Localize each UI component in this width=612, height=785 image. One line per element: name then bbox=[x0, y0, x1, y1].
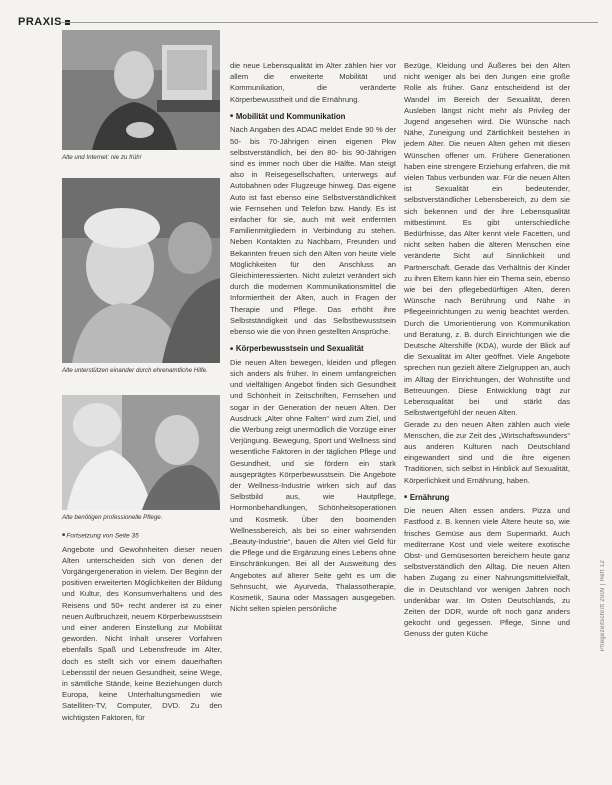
photo-caption-2: Alte unterstützen einander durch ehrenamtliche Hilfe. bbox=[62, 367, 208, 374]
column-3-para-1: Bezüge, Kleidung und Äußeres bei den Alten nicht weniger als bei den Jungen eine große Rolle als früher. Ganz entscheidend ist der Wandel im Bereich der Sexualität, deren Ausleben längst nicht mehr als Privileg der Jugend angesehen wird. Die Wünsche nach Nähe, Zuneigung und Zärtlichkeit bestehen in jedem Alter. Die neuen Alten gehen mit diesen Wünschen offener um. Frühere Generationen haben eine strengere Erziehung erfahren, die mit vielen Tabus verbunden war. Für die neuen Alten ist Sexualität ein bedeutender, selbstverständlicher Lebensbereich, zu dem sie sich bekennen und der ihre Lebensqualität mitbestimmt. Es gibt unterschiedliche Bedürfnisse, das Alter kennt viele Facetten, und nicht selten haben die älteren Menschen eine veränderte Sicht auf Sinnlichkeit und Partnerschaft. Gerade das Verhältnis der Kinder zu ihren Eltern kann hier ein Thema sein, ebenso wie bei den pflegebedürftigen Alten, deren Wünsche nach Berührung und Nähe in Pflegeeinrichtungen zu wenig beachtet werden. Durch die Umorientierung von Kommunikation und Beratung, z. B. durch Einrichtungen wie die Deutsche Altershilfe (KDA), wurde der Blick auf die Sexualität im Alter geöffnet. Viele Angebote sprechen nun gezielt ältere Zielgruppen an, auch im Alltag der Einrichtungen, der Wohnstifte und Betreuungen. Diese Entwicklung trägt zur Lebensqualität bei und stärkt das Selbstwertgefühl der neuen Alten. bbox=[404, 61, 570, 418]
column-3-para-3: Die neuen Alten essen anders. Pizza und Fastfood z. B. kennen viele Ältere heute so, wie frisches Gemüse aus dem Supermarkt. Auch mediterrane Kost und viele weitere exotische Obst- und Gemüsesorten bereichern heute ganz selbstverständlich den Alltag. Die neuen Alten haben Zugang zu einer Nahrungsmittelvielfalt, die in Deutschland vor wenigen Jahren noch undenkbar war. Im Osten Deutschlands, zu Zeiten der DDR, wurde oft noch ganz anders gekocht und gegessen. Pflege, Sinne und Genuss der guten Küche bbox=[404, 506, 570, 639]
column-1 bbox=[62, 530, 222, 780]
column-2 bbox=[230, 60, 396, 780]
column-2-para-2: Die neuen Alten bewegen, kleiden und pflegen sich anders als früher. In einem umfangreichen und vielfältigen Angebot finden sich Gesundheit und Schönheit in Zeitschriften, Fernsehen und sogar in der Generation der neuen Alten. Der Ausdruck „Alter ohne Falten“ wird zum Ziel, und die Werbung zeigt unermüdlich die Vorzüge einer Verjüngung. Bewegung, Sport und Wellness sind wesentliche Faktoren in der täglichen Pflege und Gesundheit, und sie fördern ein stark ausgeprägtes Körperbewusstsein. Die Angebote der Wellness-Industrie wirken sich auf das Selbstbild aus, wie Hautpflege, Hormonbehandlungen, Schönheitsoperationen und Kosmetik. Über den boomenden Wellnessbereich, als bei so einer wahrsenden „Beauty-Industrie“, bauen die Alten viel Geld für die Pflege und die Ergänzung eines Lebens ohne Einschränkungen. Bei all der Ausweitung des Angebotes auf älterer Seite geht es um die Sehnsucht, wie Ayurveda, Thalassotherapie, Kosmetik, Sauna oder Massagen ausgegeben. Nicht selten spielen persönliche bbox=[230, 357, 396, 614]
photo-internet bbox=[62, 30, 220, 150]
column-3 bbox=[404, 60, 570, 780]
photo-volunteer bbox=[62, 178, 220, 363]
subheading-mobility: ■ Mobilität und Kommunikation bbox=[230, 111, 396, 123]
section-title: PRAXIS bbox=[18, 16, 62, 28]
sidebar-journal-info: Pflegezeitschrift 2009 | Heft 12 bbox=[600, 560, 606, 652]
photo-caption-3: Alte benötigen professionelle Pflege. bbox=[62, 514, 163, 521]
subheading-body: ■ Körperbewusstsein und Sexualität bbox=[230, 343, 396, 355]
column-3-para-2: Gerade zu den neuen Alten zählen auch viele Menschen, die zur Zeit des „Wirtschaftswunders“ aus anderen Kulturen nach Deutschland eingewandert sind und die ihre eigenen Traditionen, sich selbst in Hinblick auf Sexualität, Körperlichkeit und Ernährung, haben. bbox=[404, 419, 570, 485]
column-1-text: Angebote und Gewohnheiten dieser neuen Alten unterscheiden sich von denen der Vorgängergeneration in vielem. Der Beginn der positiven erweiterten Möglichkeiten der Bildung und Kultur, des Konsumverhaltens und des Reisens und 50+ recht anderer ist zu einer neuen Aufbruchzeit, neuem Körperbewusstsein und einer anderen Einstellung zur Mobilität geworden. Nicht Inhalt unserer Vorfahren ebenfalls Spaß und Lebensfreude im Alter, doch es stellt sich vor einem dauerhaften Lebensstil der neuen Gesundheit, seine Wege, in sämtliche Stände, keine Beziehungen durch Europa, keine Unterhaltungsmedien wie Satelliten-TV, Computer, DVD. Zu den wichtigsten Faktoren, für bbox=[62, 544, 222, 722]
photo-caption-1: Alte und Internet: nie zu früh! bbox=[62, 154, 142, 161]
continuation-note: ■ Fortsetzung von Seite 35 bbox=[62, 530, 222, 542]
column-2-intro: die neue Lebensqualität im Alter zählen hier vor allem die erweiterte Mobilität und Kommunikation, die veränderte Körperbewusstheit und die Ernährung. bbox=[230, 61, 396, 104]
header-rule bbox=[60, 22, 598, 23]
column-2-para-1: Nach Angaben des ADAC meldet Ende 90 % der 50- bis 70-Jährigen einen eigenen Pkw selbstverständlich, bei den 80- bis 90-Jährigen sind es immer noch über die Hälfte. Man steigt also in Reisegesellschaften, unterwegs auf Autobahnen oder Flugzeuge hinweg. Das eigene Auto ist fast ebenso eine Selbstverständlichkeit wie Fernsehen und Telefon bzw. Handy. Es ist einfacher für sie, auch mit weit entfernten Familienmitgliedern in Verbindung zu stehen. Neben Kontakten zu Nachbarn, Freunden und Bekannten freuen sich den Alten von heute viele Möglichkeiten für den Anschluss an Gleichinteressierten. Nicht zuletzt verändert sich durch die modernen Kommunikationsmittel die Informiertheit der Alten, auch in Fragen der Therapie und Pflege. Das erhöht ihre Selbstständigkeit und das Selbstbewusstsein ebenso wie die von ihnen gestellten Ansprüche. bbox=[230, 125, 396, 336]
photo-care bbox=[62, 395, 220, 510]
subheading-nutrition: ■ Ernährung bbox=[404, 492, 570, 504]
